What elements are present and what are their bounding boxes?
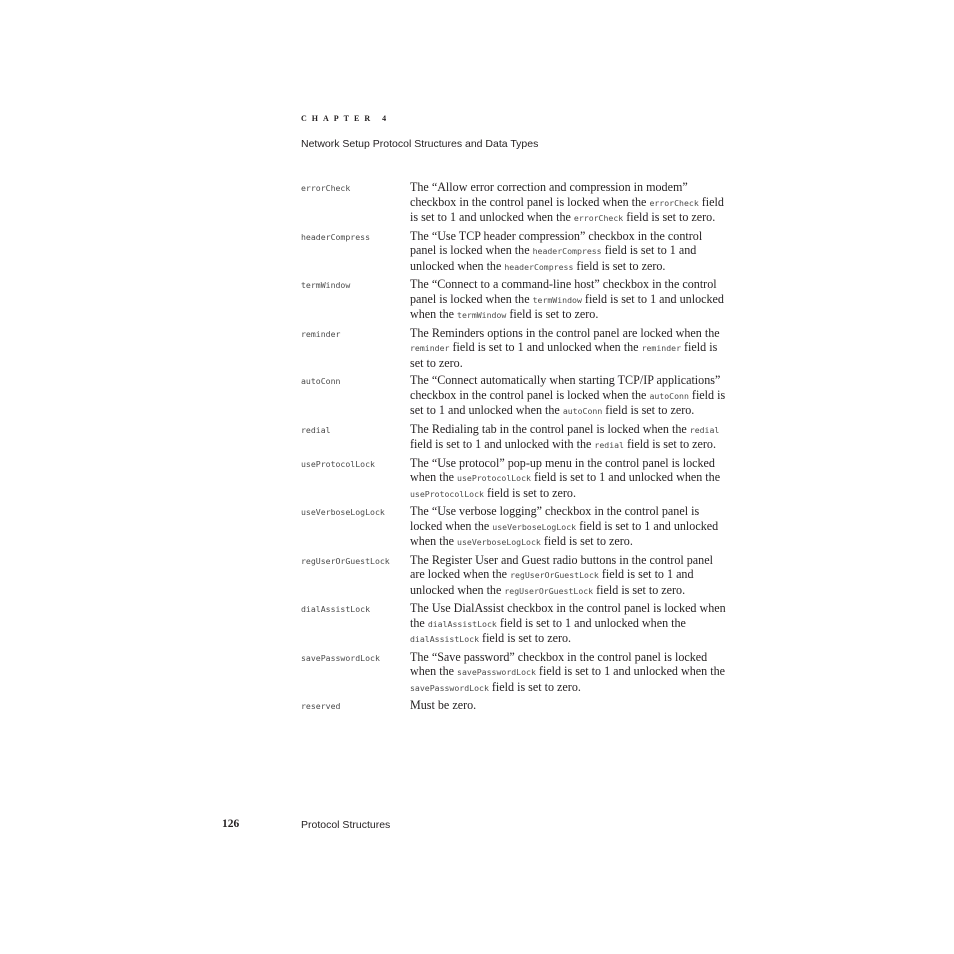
field-name: reserved [301, 701, 341, 711]
field-entry [301, 553, 731, 599]
inline-code: regUserOrGuestLock [504, 585, 594, 596]
chapter-label: CHAPTER 4 [301, 114, 392, 123]
description-text: field is set to zero. [593, 582, 686, 597]
field-description [410, 504, 728, 550]
field-description [410, 601, 728, 647]
inline-code: redial [689, 424, 720, 435]
description-text: field is set to zero. [623, 210, 716, 224]
field-description [410, 553, 728, 599]
field-name: errorCheck [301, 183, 351, 193]
description-text: The “Connect to a command-line host” checkbox in the control panel is locked when the [410, 277, 717, 306]
description-text: field is set to zero. [410, 340, 718, 370]
description-text: The Register User and Guest radio buttons in the control panel are locked when the [410, 552, 713, 581]
inline-code: useVerboseLogLock [457, 537, 541, 547]
inline-code: autoConn [649, 390, 689, 401]
description-text: The Redialing tab in the control panel is locked when the [410, 421, 690, 436]
description-text: field is set to zero. [506, 307, 599, 321]
field-entry [301, 650, 731, 696]
description-text: The “Allow error correction and compression in modem” checkbox in the control panel is locked when the [410, 180, 688, 209]
description-text: The “Use verbose logging” checkbox in the control panel is locked when the [410, 504, 700, 533]
page-number: 126 [222, 818, 240, 830]
field-description [410, 373, 728, 419]
inline-code: reminder [641, 343, 681, 353]
description-text: field is set to zero. [488, 679, 581, 694]
field-name: dialAssistLock [301, 604, 371, 614]
inline-code: dialAssistLock [410, 634, 480, 644]
description-text: field is set to zero. [479, 631, 572, 645]
field-name: savePasswordLock [301, 652, 380, 663]
field-description [410, 326, 728, 371]
description-text: field is set to 1 and unlocked when the [410, 194, 724, 224]
inline-code: useVerboseLogLock [492, 521, 577, 532]
field-entry [301, 422, 731, 453]
inline-code: savePasswordLock [457, 667, 536, 677]
field-entry [301, 698, 731, 714]
description-text: field is set to 1 and unlocked with the [410, 437, 595, 451]
description-text: field is set to 1 and unlocked when the [449, 340, 642, 354]
description-text: The “Use protocol” pop-up menu in the control panel is locked when the [410, 455, 715, 484]
inline-code: redial [594, 440, 624, 450]
field-description [410, 180, 728, 226]
description-text: field is set to zero. [573, 258, 666, 273]
field-entry [301, 504, 731, 550]
inline-code: useProtocolLock [457, 473, 531, 483]
field-name: regUserOrGuestLock [301, 555, 390, 566]
field-entry [301, 180, 731, 226]
field-name: reminder [301, 328, 341, 339]
field-description [410, 277, 728, 323]
description-text: field is set to 1 and unlocked when the [410, 518, 719, 548]
running-header-title: Network Setup Protocol Structures and Data Types [301, 138, 539, 150]
description-text: field is set to 1 and unlocked when the [530, 470, 721, 484]
description-text: field is set to 1 and unlocked when the [410, 387, 726, 417]
description-text: field is set to 1 and unlocked when the [410, 567, 694, 597]
description-text: field is set to zero. [602, 403, 695, 417]
inline-code: autoConn [562, 406, 603, 416]
description-text: The “Save password” checkbox in the control panel is locked when the [410, 649, 708, 678]
field-description [410, 650, 728, 696]
description-text: field is set to 1 and unlocked when the [410, 291, 724, 321]
inline-code: dialAssistLock [427, 618, 497, 629]
inline-code: headerCompress [532, 246, 602, 256]
field-entry [301, 456, 731, 502]
field-definition-list [301, 180, 731, 714]
inline-code: errorCheck [573, 213, 624, 223]
field-name: useVerboseLogLock [301, 507, 385, 517]
field-entry [301, 601, 731, 647]
field-description [410, 229, 728, 275]
inline-code: termWindow [457, 310, 507, 320]
field-name: autoConn [301, 376, 341, 386]
description-text: field is set to 1 and unlocked when the [535, 664, 725, 678]
description-text: The Reminders options in the control panel are locked when the [410, 325, 720, 340]
field-name: useProtocolLock [301, 458, 375, 469]
description-text: field is set to zero. [483, 485, 576, 500]
field-entry [301, 277, 731, 323]
description-text: The Use DialAssist checkbox in the control panel is locked when the [410, 601, 726, 630]
field-entry [301, 229, 731, 275]
description-text: The “Connect automatically when starting TCP/IP applications” checkbox in the control panel is locked when the [410, 373, 721, 402]
field-name: headerCompress [301, 231, 371, 242]
description-text: Must be zero. [410, 698, 477, 712]
field-description [410, 698, 728, 714]
inline-code: headerCompress [504, 261, 574, 272]
field-name: termWindow [301, 280, 351, 290]
description-text: field is set to 1 and unlocked when the [410, 243, 697, 273]
field-description [410, 422, 728, 453]
description-text: field is set to zero. [623, 437, 717, 451]
field-name: redial [301, 424, 331, 435]
field-description [410, 456, 728, 502]
inline-code: reminder [410, 343, 450, 353]
description-text: field is set to zero. [540, 534, 633, 548]
inline-code: errorCheck [649, 197, 699, 208]
footer-section-title: Protocol Structures [301, 819, 391, 831]
inline-code: termWindow [532, 294, 582, 305]
inline-code: regUserOrGuestLock [510, 570, 599, 580]
inline-code: savePasswordLock [410, 682, 489, 693]
description-text: field is set to 1 and unlocked when the [496, 615, 686, 630]
field-entry [301, 373, 731, 419]
inline-code: useProtocolLock [410, 488, 484, 499]
field-entry [301, 326, 731, 371]
description-text: The “Use TCP header compression” checkbox in the control panel is locked when the [410, 228, 703, 257]
